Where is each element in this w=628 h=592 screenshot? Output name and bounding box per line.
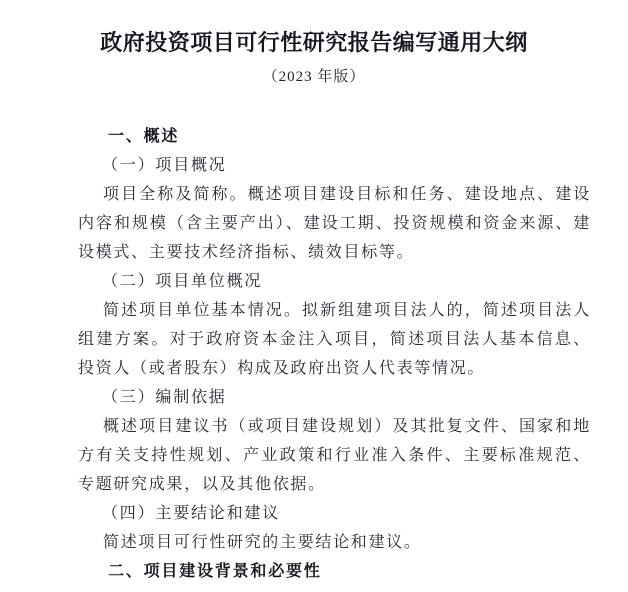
document-title: 政府投资项目可行性研究报告编写通用大纲 [100, 30, 528, 55]
subsection-heading-project-unit-overview: （二）项目单位概况 [102, 273, 263, 290]
section-heading-background-necessity: 二、项目建设背景和必要性 [108, 563, 322, 580]
subsection-heading-compilation-basis: （三）编制依据 [102, 389, 227, 406]
document-body [78, 122, 591, 586]
paragraph-project-overview: 项目全称及简称。概述项目建设目标和任务、建设地点、建设内容和规模（含主要产出）、建设工期、投资规模和资金来源、建设模式、主要技术经济指标、绩效目标等。 [78, 186, 591, 261]
section-heading-overview: 一、概述 [108, 128, 180, 145]
paragraph-compilation-basis: 概述项目建议书（或项目建设规划）及其批复文件、国家和地方有关支持性规划、产业政策和行业准入条件、主要标准规范、专题研究成果，以及其他依据。 [78, 418, 591, 493]
subsection-heading-main-conclusions: （四）主要结论和建议 [102, 505, 281, 522]
paragraph-main-conclusions: 简述项目可行性研究的主要结论和建议。 [103, 534, 422, 551]
subsection-heading-project-overview: （一）项目概况 [102, 157, 227, 174]
document-subtitle: （2023 年版） [262, 69, 366, 85]
paragraph-project-unit-overview: 简述项目单位基本情况。拟新组建项目法人的，简述项目法人组建方案。对于政府资本金注入项目，简述项目法人基本信息、投资人（或者股东）构成及政府出资人代表等情况。 [78, 302, 591, 377]
